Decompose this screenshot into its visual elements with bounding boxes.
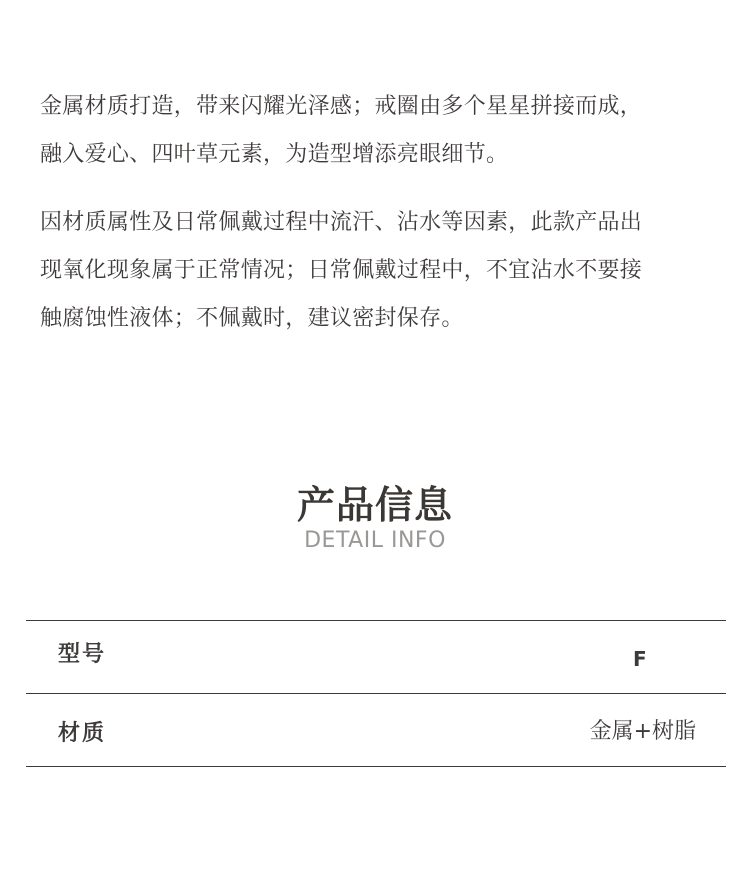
- info-value-material: 金属+树脂: [589, 719, 696, 744]
- product-info-table: [26, 620, 726, 767]
- description-line: 因材质属性及日常佩戴过程中流汗、沾水等因素，此款产品出: [40, 210, 643, 235]
- description-paragraph-1: [40, 83, 720, 179]
- info-row-material: [26, 694, 726, 767]
- description-line: 融入爱心、四叶草元素，为造型增添亮眼细节。: [40, 142, 509, 167]
- info-label-material: 材质: [58, 721, 107, 746]
- section-title: 产品信息: [296, 483, 453, 527]
- info-row-model: [26, 621, 726, 694]
- description-paragraph-2: [40, 199, 720, 343]
- info-label-model: 型号: [58, 642, 107, 667]
- description-line: 现氧化现象属于正常情况；日常佩戴过程中，不宜沾水不要接: [40, 258, 643, 283]
- section-subtitle: DETAIL INFO: [304, 528, 446, 553]
- description-line: 触腐蚀性液体；不佩戴时，建议密封保存。: [40, 306, 464, 331]
- description-line: 金属材质打造，带来闪耀光泽感；戒圈由多个星星拼接而成，: [40, 94, 643, 119]
- info-value-model: F: [633, 647, 647, 671]
